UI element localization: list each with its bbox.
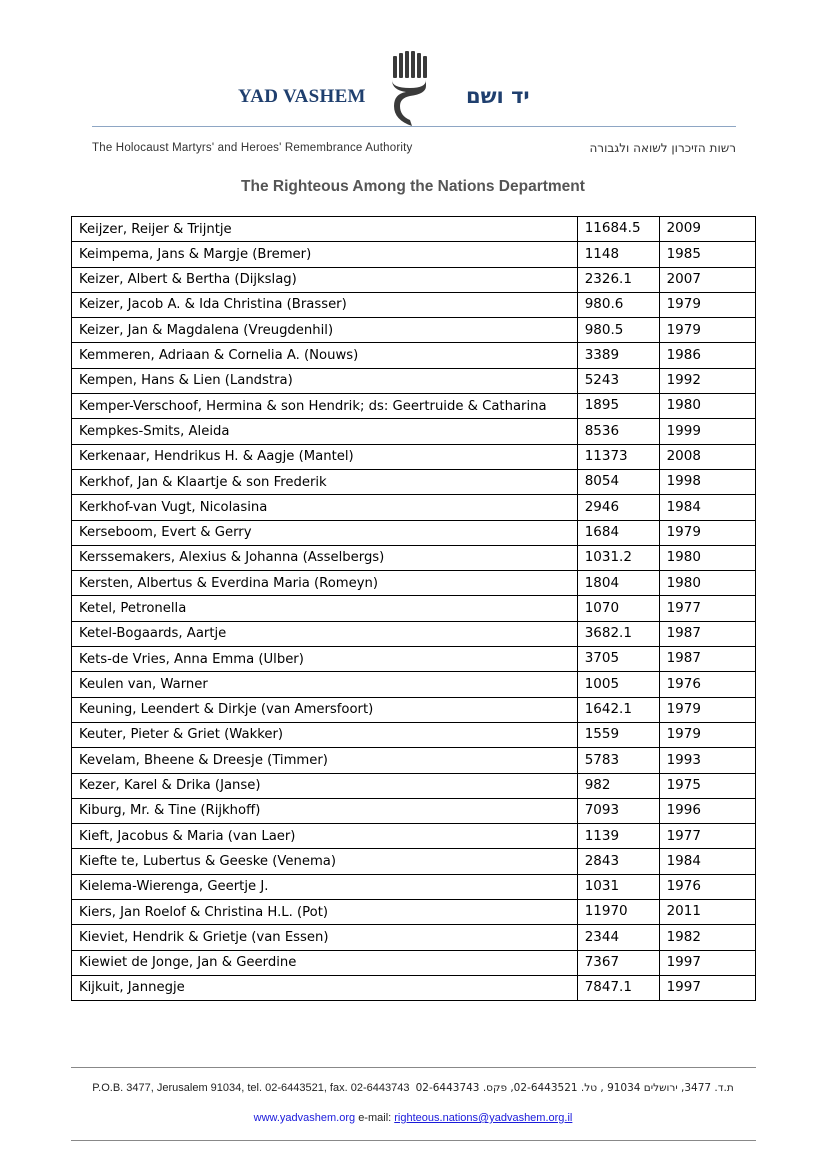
name-cell: Keimpema, Jans & Margje (Bremer) [72,242,578,267]
header-divider [92,126,736,127]
year-cell: 2011 [659,900,755,925]
address-english: P.O.B. 3477, Jerusalem 91034, tel. 02-6443521, fax. 02-6443743 [92,1082,410,1094]
file-number-cell: 3389 [577,343,659,368]
department-title: The Righteous Among the Nations Department [241,178,585,195]
file-number-cell: 980.5 [577,318,659,343]
table-row [72,697,756,722]
name-cell: Kersten, Albertus & Everdina Maria (Romeyn) [72,571,578,596]
table-row [72,672,756,697]
table-row [72,975,756,1000]
name-cell: Keuning, Leendert & Dirkje (van Amersfoort) [72,697,578,722]
table-row [72,798,756,823]
year-cell: 1985 [659,242,755,267]
name-cell: Kiers, Jan Roelof & Christina H.L. (Pot) [72,900,578,925]
footer-address [0,1082,826,1094]
logo-text-hebrew: יד ושם [466,84,530,108]
file-number-cell: 1642.1 [577,697,659,722]
file-number-cell: 2946 [577,495,659,520]
file-number-cell: 1804 [577,571,659,596]
year-cell: 1980 [659,571,755,596]
year-cell: 2007 [659,267,755,292]
righteous-records-table [71,216,756,1001]
year-cell: 1997 [659,975,755,1000]
name-cell: Kijkuit, Jannegje [72,975,578,1000]
file-number-cell: 1895 [577,394,659,419]
file-number-cell: 7847.1 [577,975,659,1000]
name-cell: Kezer, Karel & Drika (Janse) [72,773,578,798]
file-number-cell: 11684.5 [577,217,659,242]
table-row [72,444,756,469]
table-row [72,217,756,242]
year-cell: 1977 [659,596,755,621]
name-cell: Kets-de Vries, Anna Emma (Ulber) [72,647,578,672]
year-cell: 1998 [659,469,755,494]
file-number-cell: 1559 [577,722,659,747]
year-cell: 1992 [659,368,755,393]
name-cell: Kerkhof-van Vugt, Nicolasina [72,495,578,520]
file-number-cell: 8054 [577,469,659,494]
name-cell: Keuter, Pieter & Griet (Wakker) [72,722,578,747]
table-row [72,267,756,292]
table-row [72,571,756,596]
logo-text-english: YAD VASHEM [238,86,366,107]
file-number-cell: 11373 [577,444,659,469]
year-cell: 1979 [659,722,755,747]
table-row [72,773,756,798]
name-cell: Keizer, Albert & Bertha (Dijkslag) [72,267,578,292]
file-number-cell: 7093 [577,798,659,823]
year-cell: 1980 [659,545,755,570]
file-number-cell: 11970 [577,900,659,925]
file-number-cell: 1031.2 [577,545,659,570]
website-link[interactable]: www.yadvashem.org [253,1112,356,1124]
file-number-cell: 2326.1 [577,267,659,292]
year-cell: 1976 [659,672,755,697]
year-cell: 1984 [659,495,755,520]
table-row [72,242,756,267]
email-label: e-mail: [358,1112,392,1124]
name-cell: Keizer, Jan & Magdalena (Vreugdenhil) [72,318,578,343]
year-cell: 1986 [659,343,755,368]
footer-contact [0,1112,826,1124]
year-cell: 1980 [659,394,755,419]
year-cell: 1999 [659,419,755,444]
table-row [72,824,756,849]
year-cell: 2009 [659,217,755,242]
file-number-cell: 8536 [577,419,659,444]
year-cell: 1987 [659,647,755,672]
year-cell: 1979 [659,520,755,545]
table-row [72,520,756,545]
name-cell: Kempkes-Smits, Aleida [72,419,578,444]
table-row [72,318,756,343]
authority-name-english: The Holocaust Martyrs' and Heroes' Remembrance Authority [92,142,413,154]
file-number-cell: 3705 [577,647,659,672]
year-cell: 1996 [659,798,755,823]
name-cell: Kiefte te, Lubertus & Geeske (Venema) [72,849,578,874]
file-number-cell: 2843 [577,849,659,874]
address-hebrew: ת.ד. 3477, ירושלים 91034 , טל. 02-6443521, פקס. 02-6443743 [415,1082,734,1094]
table-row [72,950,756,975]
name-cell: Kielema-Wierenga, Geertje J. [72,874,578,899]
name-cell: Kerseboom, Evert & Gerry [72,520,578,545]
file-number-cell: 1139 [577,824,659,849]
name-cell: Kerkhof, Jan & Klaartje & son Frederik [72,469,578,494]
letterhead [0,0,826,170]
year-cell: 1993 [659,748,755,773]
year-cell: 1977 [659,824,755,849]
file-number-cell: 980.6 [577,292,659,317]
table-row [72,925,756,950]
year-cell: 1997 [659,950,755,975]
year-cell: 1976 [659,874,755,899]
year-cell: 1987 [659,621,755,646]
file-number-cell: 1031 [577,874,659,899]
year-cell: 1984 [659,849,755,874]
name-cell: Kerssemakers, Alexius & Johanna (Asselbergs) [72,545,578,570]
table-row [72,621,756,646]
table-row [72,292,756,317]
footer-divider-top [71,1067,756,1068]
file-number-cell: 7367 [577,950,659,975]
year-cell: 1982 [659,925,755,950]
yad-vashem-emblem-icon [386,50,436,130]
table-row [72,647,756,672]
table-row [72,748,756,773]
file-number-cell: 1684 [577,520,659,545]
file-number-cell: 5783 [577,748,659,773]
name-cell: Keijzer, Reijer & Trijntje [72,217,578,242]
name-cell: Ketel, Petronella [72,596,578,621]
name-cell: Kempen, Hans & Lien (Landstra) [72,368,578,393]
file-number-cell: 1148 [577,242,659,267]
table-row [72,722,756,747]
name-cell: Kemper-Verschoof, Hermina & son Hendrik; ds: Geertruide & Catharina [72,394,578,419]
name-cell: Kieviet, Hendrik & Grietje (van Essen) [72,925,578,950]
name-cell: Kiburg, Mr. & Tine (Rijkhoff) [72,798,578,823]
table-row [72,343,756,368]
name-cell: Keizer, Jacob A. & Ida Christina (Brasser) [72,292,578,317]
year-cell: 2008 [659,444,755,469]
table-row [72,874,756,899]
name-cell: Kieft, Jacobus & Maria (van Laer) [72,824,578,849]
footer-divider-bottom [71,1140,756,1141]
file-number-cell: 5243 [577,368,659,393]
table-row [72,469,756,494]
table-row [72,849,756,874]
table-row [72,394,756,419]
year-cell: 1979 [659,697,755,722]
file-number-cell: 1070 [577,596,659,621]
year-cell: 1975 [659,773,755,798]
name-cell: Kiewiet de Jonge, Jan & Geerdine [72,950,578,975]
file-number-cell: 1005 [577,672,659,697]
year-cell: 1979 [659,318,755,343]
authority-name-hebrew: רשות הזיכרון לשואה ולגבורה [589,141,736,155]
year-cell: 1979 [659,292,755,317]
table-row [72,419,756,444]
name-cell: Kevelam, Bheene & Dreesje (Timmer) [72,748,578,773]
name-cell: Keulen van, Warner [72,672,578,697]
name-cell: Ketel-Bogaards, Aartje [72,621,578,646]
table-row [72,368,756,393]
email-link[interactable]: righteous.nations@yadvashem.org.il [394,1112,573,1124]
table-row [72,495,756,520]
file-number-cell: 2344 [577,925,659,950]
name-cell: Kerkenaar, Hendrikus H. & Aagje (Mantel) [72,444,578,469]
name-cell: Kemmeren, Adriaan & Cornelia A. (Nouws) [72,343,578,368]
table-row [72,545,756,570]
table-row [72,900,756,925]
table-row [72,596,756,621]
file-number-cell: 3682.1 [577,621,659,646]
file-number-cell: 982 [577,773,659,798]
